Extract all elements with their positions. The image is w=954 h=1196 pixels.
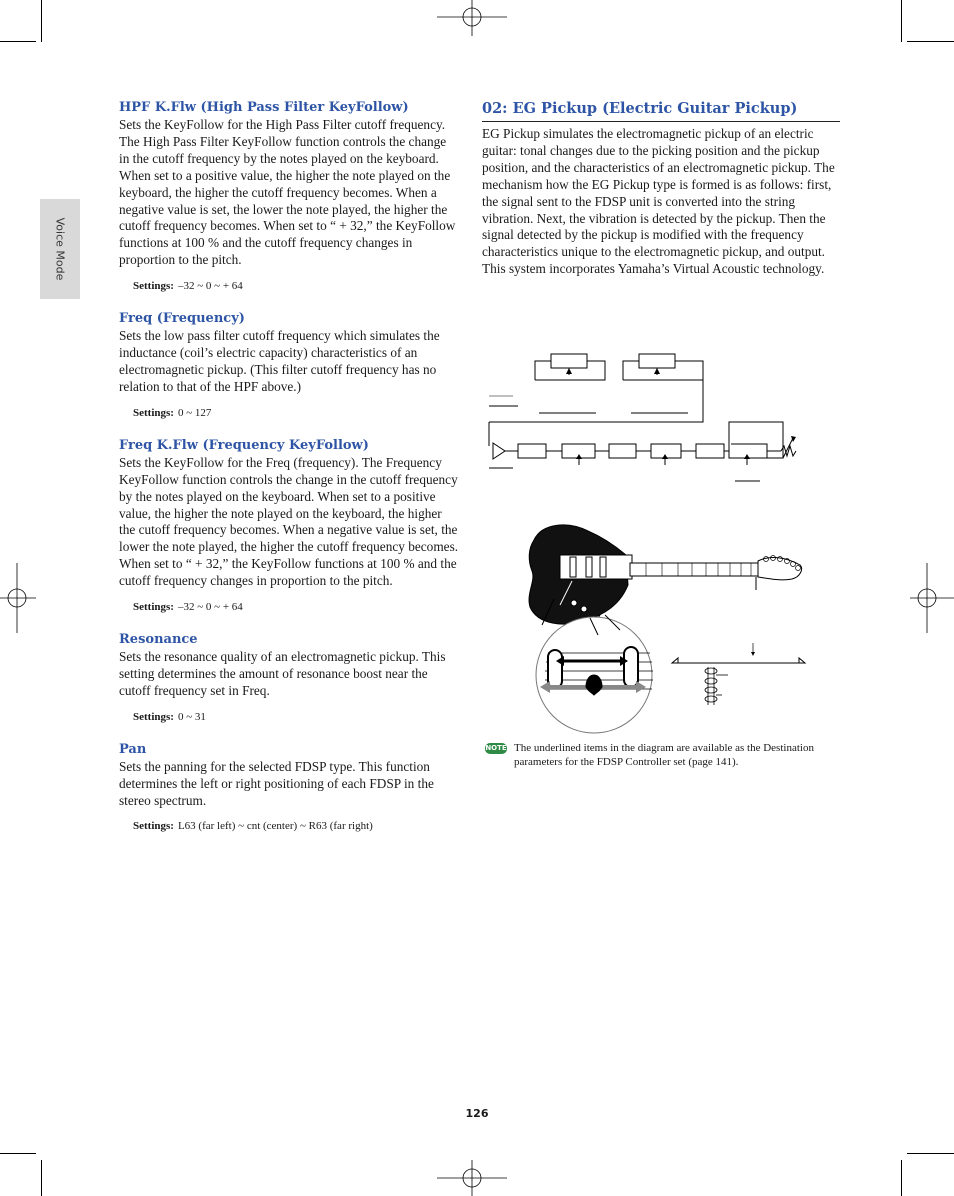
crop-mark	[907, 1153, 954, 1154]
settings-value: 0 ~ 31	[177, 710, 206, 723]
param-settings	[133, 407, 459, 419]
crop-mark	[901, 0, 902, 42]
settings-value: 0 ~ 127	[177, 406, 212, 419]
param-pan	[119, 740, 459, 833]
section-intro: EG Pickup simulates the electromagnetic pickup of an electric guitar: tonal changes due to the picking position and the pickup position, and the characteristics of an electromagnetic pickup. The mechanism how the EG Pickup type is formed is as follows: first, the signal sent to the FDSP unit is converted into the string vibration. Next, the vibration is detected by the pickup. Then the signal detected by the pickup is modified with the frequency characteristics unique to the electromagnetic pickup, and output. This system incorporates Yamaha’s Virtual Acoustic technology.	[482, 126, 835, 277]
diagram-block	[609, 444, 636, 458]
pickup	[570, 557, 576, 577]
param-body: Sets the KeyFollow for the Freq (frequency). The Frequency KeyFollow function controls the change in the cutoff frequency by the notes played on the keyboard. When set to a positive value, the higher the note played on the keyboard, the higher the cutoff frequency becomes. When a negative value is set, the lower the note played, the higher the cutoff frequency becomes. When set to “ + 32,” the KeyFollow functions at 100 % and the cutoff frequency changes in proportion to the pitch.	[119, 454, 459, 589]
crop-mark	[901, 1160, 902, 1196]
param-settings	[133, 601, 459, 613]
settings-value: –32 ~ 0 ~ + 64	[177, 280, 243, 293]
crop-mark	[41, 1160, 42, 1196]
page-number: 126	[465, 1107, 489, 1120]
param-hpf-keyfollow	[119, 98, 459, 292]
knob	[571, 600, 577, 606]
param-title: Freq (Frequency)	[119, 311, 245, 327]
left-column	[119, 98, 459, 849]
diagram-block	[518, 444, 546, 458]
param-body: Sets the low pass filter cutoff frequency which simulates the inductance (coil’s electric capacity) characteristics of an electromagnetic pickup. (This filter cutoff frequency has no relation to that of the HPF above.)	[119, 328, 440, 394]
diagram-amp	[493, 443, 505, 459]
param-title: Pan	[119, 741, 147, 757]
diagram-block	[551, 354, 587, 368]
param-resonance	[119, 630, 459, 723]
param-body: Sets the KeyFollow for the High Pass Filter cutoff frequency. The High Pass Filter KeyFollow function controls the change in the cutoff frequency by the notes played on the keyboard. When set to a positive value, the higher the note played on the keyboard, the higher the cutoff frequency becomes. When a negative value is set, the lower the note played, the higher the cutoff frequency becomes. When set to “ + 32,” the KeyFollow functions at 100 % and the cutoff frequency changes in proportion to the pitch.	[119, 117, 456, 268]
registration-mark	[437, 1160, 507, 1196]
param-body: Sets the panning for the selected FDSP type. This function determines the left or right positioning of each FDSP in the stereo spectrum.	[119, 758, 434, 808]
note-box	[485, 741, 840, 769]
settings-label: Settings:	[133, 710, 174, 723]
pickup-closeup	[624, 647, 638, 687]
param-title: Freq K.Flw (Frequency KeyFollow)	[119, 437, 369, 453]
param-settings	[133, 280, 459, 292]
diagram-block	[696, 444, 724, 458]
param-title: Resonance	[119, 632, 198, 648]
param-freq-keyfollow	[119, 436, 459, 613]
settings-label: Settings:	[133, 406, 174, 419]
settings-label: Settings:	[133, 820, 174, 833]
param-body: Sets the resonance quality of an electromagnetic pickup. This setting determines the amount of resonance boost near the cutoff frequency set in Freq.	[119, 649, 446, 698]
guitar-illustration	[520, 515, 815, 735]
crop-mark	[907, 41, 954, 42]
pickup	[586, 557, 592, 577]
param-settings	[133, 711, 459, 723]
crop-mark	[0, 41, 36, 42]
registration-mark	[437, 0, 507, 40]
crop-mark	[0, 1153, 36, 1154]
guitar-neck	[630, 563, 758, 576]
pickup-closeup	[548, 650, 562, 688]
param-title: HPF K.Flw (High Pass Filter KeyFollow)	[119, 100, 409, 115]
crop-mark	[41, 0, 42, 42]
param-freq	[119, 309, 459, 419]
settings-label: Settings:	[133, 280, 174, 293]
note-badge-icon: NOTE	[485, 744, 507, 752]
section-title: 02: EG Pickup (Electric Guitar Pickup)	[482, 99, 840, 122]
registration-mark	[0, 563, 36, 633]
diagram-block	[639, 354, 675, 368]
right-column	[482, 98, 840, 278]
settings-value: L63 (far left) ~ cnt (center) ~ R63 (far right)	[177, 820, 373, 833]
note-text: The underlined items in the diagram are available as the Destination parameters for the FDSP Controller set (page 141).	[514, 742, 814, 768]
side-tab	[40, 199, 80, 299]
pickup	[600, 557, 606, 577]
settings-label: Settings:	[133, 601, 174, 614]
coil-icon	[705, 667, 728, 705]
registration-mark	[910, 563, 954, 633]
signal-flow-diagram	[485, 350, 820, 485]
settings-value: –32 ~ 0 ~ + 64	[177, 601, 243, 614]
knob	[581, 606, 587, 612]
diagram-line	[489, 380, 703, 422]
param-settings	[133, 820, 459, 832]
diagram-line	[623, 361, 703, 380]
side-tab-label: Voice Mode	[53, 217, 67, 281]
diagram-block	[729, 422, 783, 458]
